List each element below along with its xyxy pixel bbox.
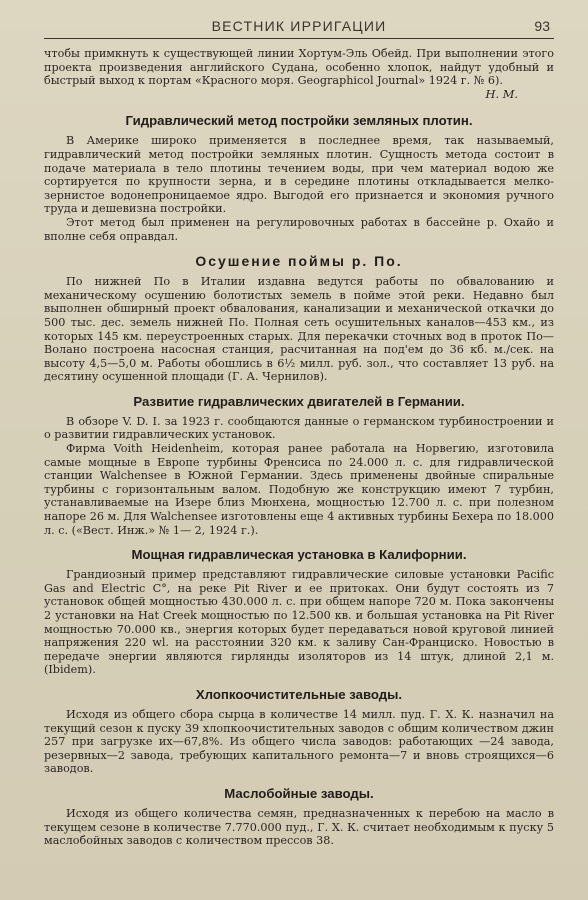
article-title: Осушение поймы р. По. (195, 253, 403, 270)
article-cotton-gins (44, 687, 554, 776)
article-german-turbines (44, 394, 554, 537)
running-header (44, 18, 554, 39)
article-paragraph: В обзоре V. D. I. за 1923 г. сообщаются данные о германском турбиностроении и о развитии гидравлических установок. (44, 414, 554, 442)
article-po-drainage (44, 253, 554, 384)
page-number: 93 (534, 18, 550, 34)
article-paragraph: Исходя из общего количества семян, предназначенных к перебою на масло в текущем сезоне в количестве 7.770.000 пуд., Г. Х. К. считает необходимым к пуску 5 маслобойных заводов с количеством прессов 38. (44, 806, 554, 848)
intro-signature: Н. М. (485, 86, 518, 101)
article-california-plant (44, 547, 554, 677)
article-title: Хлопкоочистительные заводы. (195, 686, 403, 702)
article-title: Развитие гидравлических двигателей в Германии. (133, 393, 465, 409)
article-oil-mills (44, 786, 554, 848)
article-title: Гидравлический метод постройки земляных плотин. (125, 113, 473, 129)
intro-paragraph: чтобы примкнуть к существующей линии Хортум-Эль Обейд. При выполнении этого проекта произведения английского Судана, особенно хлопок, найдут удобный и быстрый выход к портам «Красного моря. Geographicol Journal» 1924 г. № 6). (44, 47, 554, 88)
article-title: Маслобойные заводы. (224, 785, 374, 801)
article-title: Мощная гидравлическая установка в Калифорнии. (131, 547, 467, 563)
article-earth-dams (44, 113, 554, 243)
article-paragraph: По нижней По в Италии издавна ведутся работы по обвалованию и механическому осушению болотистых земель в пойме этой реки. Недавно был выполнен обширный проект обвалования, канализации и механической откачки до 500 тыс. дес. земель нижней По. Полная сеть осушительных каналов—453 км., из которых 145 км. переустроенных старых. Для перекачки сточных вод в проток По—Волано построена насосная станция, расчитанная на под'ем до 36 кб. м./сек. на высоту 4,5—5,0 м. Работы обошлись в 6½ милл. руб. зол., что составляет 13 руб. на десятину осушенной площади (Г. А. Чернилов). (44, 275, 554, 384)
article-paragraph: В Америке широко применяется в последнее время, так называемый, гидравлический метод постройки земляных плотин. Сущность метода состоит в подаче материала в тело плотины течением воды, при чем материал водою же сортируется по крупности зерна, и в середине плотины откладывается мелко-зернистое водонепроницаемое ядро. Выгодой его признается и экономия ручного труда и дешевизна постройки. (44, 134, 554, 216)
article-paragraph: Этот метод был применен на регулировочных работах в бассейне р. Охайо и вполне себя оправдал. (44, 215, 554, 243)
article-paragraph: Грандиозный пример представляют гидравлические силовые установки Pacific Gas and Electric C°, на реке Pit River и ее притоках. Они будут состоять из 7 установок общей мощностью 430.000 л. с. при общем напоре 720 м. Пока закончены 2 установки на Hat Creek мощностью по 12.500 кв. и большая установка на Pit River мощностью 70.000 кв., энергия которых будет передаваться новой круговой линией напряжения 220 wl. на расстоянии 320 км. к заливу Сан-Франциско. Новостью в передаче энергии являются гирлянды изоляторов из 14 штук, длиной 2,1 м. (Ibidem). (44, 568, 554, 677)
journal-title: ВЕСТНИК ИРРИГАЦИИ (211, 18, 387, 34)
article-paragraph: Исходя из общего сбора сырца в количестве 14 милл. пуд. Г. Х. К. назначил на текущий сезон к пуску 39 хлопкоочистительных заводов с общим количеством джин 257 при загрузке их—67,8%. Из общего числа заводов: работающих —24 завода, резервных—2 завода, требующих капитального ремонта—7 и вновь строящихся—6 заводов. (44, 707, 554, 776)
intro-block (44, 47, 554, 101)
article-paragraph: Фирма Voith Heidenheim, которая ранее работала на Норвегию, изготовила самые мощные в Европе турбины Френсиса по 24.000 л. с. для гидравлической станции Walchensee в Южной Германии. Здесь применены двойные спиральные турбины с горизонтальным валом. Подобную же конструкцию имеют 7 турбин, устанавливаемые на Изере близ Мюнхена, мощностью 12.700 л. с. при полезном напоре 26 м. Для Walchensee изготовлены еще 4 активных турбины Бехера по 18.000 л. с. («Вест. Инж.» № 1— 2, 1924 г.). (44, 442, 554, 537)
